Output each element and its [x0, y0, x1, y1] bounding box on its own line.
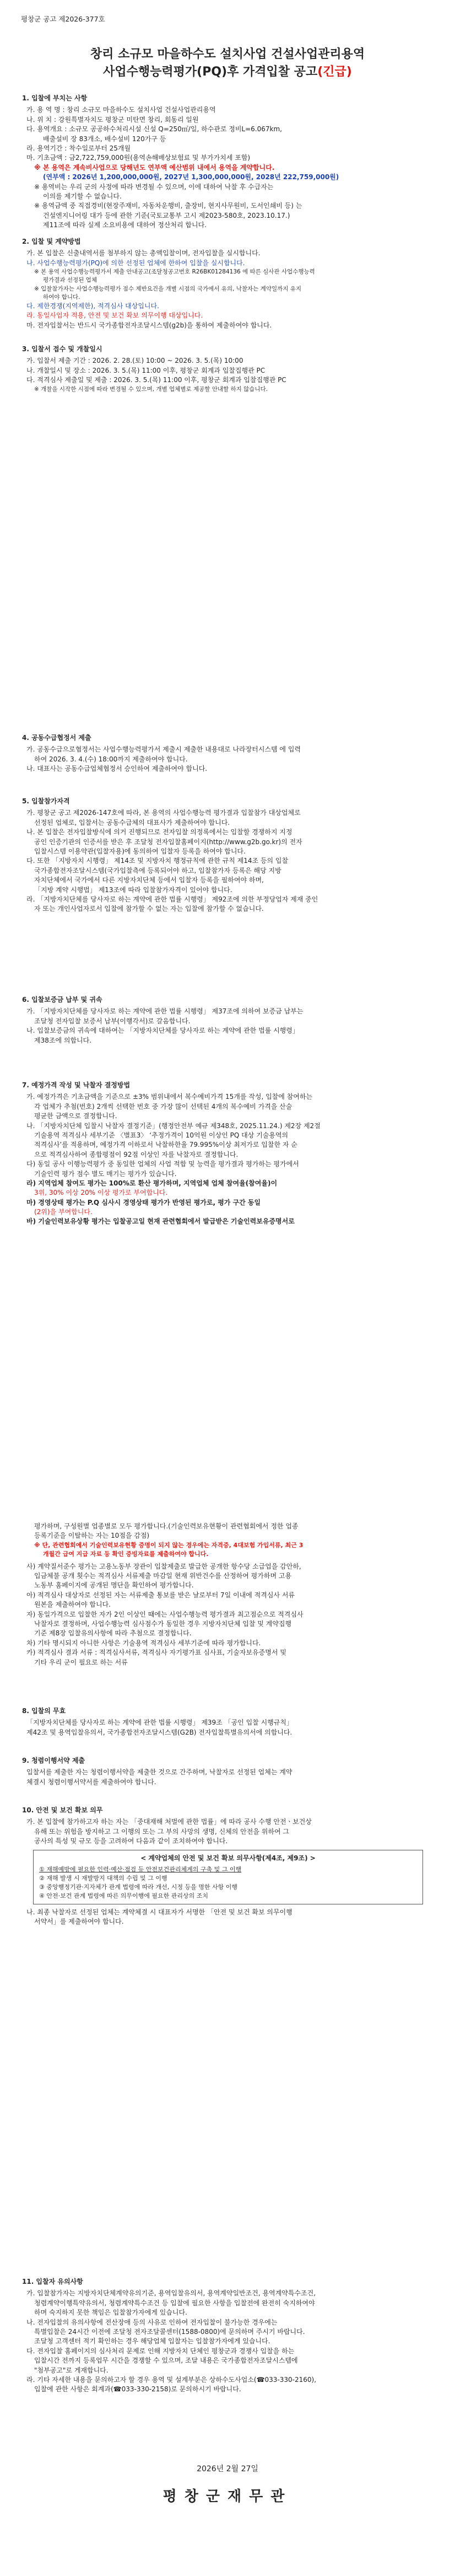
text-line: 평가결과 선정된 업체	[43, 277, 97, 284]
text-line: 가. 「지방자치단체를 당사자로 하는 계약에 관한 법률 시행령」 제37조에 의하여 보증금 납부는	[26, 1007, 304, 1016]
section-1	[22, 94, 434, 230]
text-line: 공사의 특성 및 규모 등을 고려하여 다음과 같이 조치하여야 합니다.	[34, 1837, 228, 1845]
text-line: 입찰에 관한 사항은 회계과(☎033-330-2158)로 문의하시기 바랍니다.	[34, 2385, 241, 2393]
section-3	[22, 345, 434, 394]
notice-title-line2	[0, 63, 455, 81]
text-line: 다. 제한경쟁(지역제한), 적격심사 대상입니다.	[26, 302, 159, 310]
text-line: 청렴계약이행특약유의서, 청렴계약특수조건 등 입찰에 필요한 사항을 입찰전에 완전히 숙지하여야	[34, 2299, 315, 2307]
text-line: 선정된 업체로, 입찰서는 공동수급체의 대표사가 제출하여야 합니다.	[34, 818, 230, 827]
text-line: (연부액 : 2026년 1,200,000,000원, 2027년 1,300,000,000원, 2028년 222,759,000원)	[43, 173, 339, 181]
issuing-agency: 평창군재무관	[162, 2488, 292, 2505]
text-line: 다. 적격심사 제출일 및 제출 : 2026. 3. 5.(목) 11:00 이후, 평창군 회계과 입찰집행관 PC	[26, 376, 286, 384]
box-item: ③ 중앙행정기관·지자체가 관계 법령에 따라 개선, 시정 등을 명한 사항 이행	[39, 1883, 237, 1891]
text-line: 기술인력 평가 점수 별도 매기는 평가가 있습니다.	[34, 1169, 177, 1178]
text-line: ※ 용역비는 우리 군의 사정에 따라 변경될 수 있으며, 이에 대하여 낙찰 후 수급자는	[34, 183, 274, 191]
text-line: 나. 본 입찰은 전자입찰방식에 의거 진행되므로 전자입찰 의정록에서는 입찰할 경쟁하지 지정	[26, 828, 292, 836]
text-line: 평균한 금액으로 결정합니다.	[34, 1112, 117, 1120]
text-line: 원본을 제출하여야 합니다.	[34, 1601, 111, 1609]
text-line: 차) 기타 명시되지 아니한 사항은 기술용역 적격심사 세부기준에 따라 평가합니다.	[26, 1639, 261, 1647]
text-line: 제11조에 따라 실제 소요비용에 대하여 정산처리 합니다.	[43, 221, 207, 229]
text-line: 으로 적격심사하여 종합평점이 92점 이상인 자를 낙찰자로 결정합니다.	[34, 1150, 239, 1158]
safety-obligations-box	[33, 1850, 423, 1904]
text-line: 자 또는 개인사업자로서 입찰에 참가할 수 없는 자는 입찰에 참가할 수 없습니다.	[34, 905, 264, 913]
text-line: 유해 또는 위험을 방지하고 그 이행의 또는 그 부의 사망의 생명, 신체의 안전을 위하여 그	[34, 1827, 289, 1836]
text-line: 나. 사업수행능력평가(PQ)에 의한 선정된 업체에 한하여 입찰을 실시합니다.	[26, 259, 245, 267]
text-line: 건설엔지니어링 대가 등에 관한 기준(국토교통부 고시 제2023-580호, 2023.10.17.)	[43, 211, 290, 219]
text-line: 라. 동일사업자 적용, 안전 및 보건 확보 의무이행 대상입니다.	[26, 312, 203, 320]
text-line: 이의를 제기할 수 없습니다.	[43, 192, 122, 200]
section-5	[22, 797, 434, 914]
text-line: (2위)을 부여합니다.	[34, 1208, 93, 1216]
text-line: ※ 단, 관련협회에서 기술인력보유현황 증명이 되지 않는 경우에는 자격증, 4대보험 가입서류, 최근 3	[34, 1541, 304, 1549]
text-line: 서약서」를 제출하여야 합니다.	[34, 1918, 124, 1926]
text-line: ※ 개찰을 시작한 시점에 따라 변경될 수 있으며, 개별 업체별로 제공할 안내할 하지 않습니다.	[34, 385, 268, 393]
text-line: 나. 최종 낙찰자로 선정된 업체는 계약체결 시 대표자가 서명한 「안전 및 보건 확보 의무이행	[26, 1908, 292, 1916]
section-heading: 6. 입찰보증금 납부 및 귀속	[22, 996, 102, 1003]
text-line: 마. 전자입찰서는 반드시 국가종합전자조달시스템(g2b)을 통하여 제출하여야 합니다.	[26, 321, 272, 329]
text-line: "첨부공고"로 게재합니다.	[34, 2366, 109, 2374]
text-line: 기타 우리 군이 필요로 하는 서류	[34, 1658, 128, 1666]
text-line: 국가종합전자조달시스템(국가입찰측에 등록되어야 하고, 입찰참가자 등록은 해당 지방	[34, 866, 281, 874]
box-item: ② 재해 발생 시 재발방지 대책의 수립 및 그 이행	[39, 1874, 167, 1882]
urgent-badge: (긴급)	[317, 65, 352, 79]
text-line: 다. 전자입찰 홈페이지의 심사처리 문제로 인해 지방자치 단체인 평창군과 경쟁사 입찰을 하는	[26, 2347, 295, 2355]
text-line: 가. 본 입찰에 참가하고자 하는 자는 「중대재해 처벌에 관한 법률」에 따라 공사 수행 안전ㆍ보건상	[26, 1818, 312, 1826]
text-line: 공인 인증기관의 인증서를 받은 후 조달청 전자입찰홈페이지(http://www.g2b.go.kr)의 전자	[34, 838, 302, 846]
text-line: 평가하며, 구성원별 업종별로 모두 평가합니다.(기술인력보유현황이 관련협회에서 정한 업종	[34, 1522, 299, 1530]
text-line: ※ 본 용역 사업수행능력평가서 제출 안내공고(조달청공고번호 R26BK01284136 에 따른 심사관 사업수행능력	[34, 269, 315, 276]
section-4	[22, 733, 434, 774]
section-heading: 10. 안전 및 보건 확보 의무	[22, 1806, 103, 1814]
text-line: ※ 입찰참가자는 사업수행능력평가 점수 제반요건을 개별 시점의 국가에서 유의, 낙찰자는 계약일까지 유지	[34, 285, 301, 292]
text-line: 입찰서를 제출한 자는 청렴이행서약을 제출한 것으로 간주하며, 낙찰자로 선정된 업체는 계약	[26, 1768, 292, 1777]
text-line: 적격심사’를 적용하며, 예정가격 이하로서 낙찰하한율 79.995%이상 최저가로 입찰한 자 순	[34, 1141, 297, 1149]
section-9	[22, 1756, 434, 1787]
section-heading: 8. 입찰의 무효	[22, 1707, 66, 1715]
text-line: 바) 기술인력보유상황 평가는 입찰공고일 현재 관련협회에서 발급받은 기술인력보유증명서로	[26, 1217, 295, 1226]
text-line: 가. 예정가격은 기초금액을 기준으로 ±3% 범위내에서 복수예비가격 15개를 작성, 입찰에 참여하는	[26, 1093, 313, 1101]
box-item: ① 재해예방에 필요한 인력·예산·점검 등 안전보건관리체계의 구축 및 그 이행	[39, 1865, 242, 1873]
text-line: 가. 용 역 명 : 창리 소규모 마을하수도 설치사업 건설사업관리용역	[26, 106, 216, 114]
text-line: 라. 용역기간 : 착수일로부터 25개월	[26, 144, 131, 152]
section-10	[22, 1806, 434, 1926]
text-line: 하여야 합니다.	[43, 293, 80, 300]
text-line: 자) 동일가격으로 입찰한 자가 2인 이상인 때에는 사업수행능력 평가결과 최고점순으로 적격심사	[26, 1610, 304, 1618]
text-line: 가. 공동수급으로협정서는 사업수행능력평가서 제출시 제출한 내용대로 나라장터시스템 에 입력	[26, 745, 301, 754]
text-line: 다) 동일 공사 이행능력평가 중 동일한 업체의 사업 적합 및 능력을 평가결과 평가하는 평가에서	[26, 1160, 299, 1168]
text-line: 노동부 홈페이지에 공개된 명단을 확인하여 평가합니다.	[34, 1581, 194, 1590]
text-line: 나. 대표사는 공동수급업체협정서 승인하여 제출하여야 합니다.	[26, 765, 208, 773]
section-6	[22, 995, 434, 1045]
section-heading: 5. 입찰참가자격	[22, 797, 70, 805]
text-line: 가. 본 입찰은 신출내역서를 첨부하지 않는 총액입찰이며, 전자입찰을 실시합니다.	[26, 249, 261, 257]
box-title: < 계약업체의 안전 및 보건 확보 의무사항(제4조, 제9조) >	[140, 1854, 316, 1862]
text-line: 「지방자치단체를 당사자로 하는 계약에 관한 법률 시행령」 제39조 「공인 입찰 시행규칙」	[26, 1719, 293, 1727]
section-7-continued	[22, 1522, 434, 1667]
section-heading: 4. 공동수급협정서 제출	[22, 734, 91, 742]
text-line: 나. 「지방자치단체 입찰시 낙찰자 결정기준」(행정안전부 예규 제348호, 2025.11.24.) 제2장 제2절	[26, 1121, 321, 1130]
text-line: 마. 기초금액 : 금2,722,759,000원(용역손해배상보험료 및 부가가치세 포함)	[26, 154, 251, 162]
text-line: 하며 숙지하지 못한 책임은 입찰참가자에게 있습니다.	[34, 2309, 187, 2317]
text-line: 다. 용역개요 : 소규모 공공하수처리시설 신설 Q=250㎥/일, 하수관로 정비L=6.067km,	[26, 125, 282, 133]
section-2	[22, 237, 434, 330]
text-line: 라. 기타 자세한 내용을 문의하고자 할 경우 용역 및 설계부분은 상하수도사업소(☎033-330-2160),	[26, 2375, 317, 2384]
text-line: 제42조 및 용역입찰유의서, 국가종합전자조달시스템(G2B) 전자입찰특별유의서에 의합니다.	[26, 1728, 292, 1736]
text-line: 입금체불 공개 횟수는 적격심사 서류제출 마감일 현재 위반건수를 산정하여 평가하며 고용	[34, 1572, 292, 1580]
text-line: 입찰시간 전까지 등록업무 시간을 경쟁할 수 있으며, 조달 내용은 국가종합전자조달시스템에	[34, 2357, 298, 2365]
section-heading: 9. 청렴이행서약 제출	[22, 1757, 85, 1764]
text-line: 낙찰자로 결정하며, 사업수행능력 심사점수가 동일한 경우 지방자치단체 입찰 및 계약집행	[34, 1620, 292, 1628]
text-line: 카) 적격심사 결과 서류 : 적격심사서류, 적격심사 자기평가표 심사표, 기술자보유증명서 및	[26, 1649, 286, 1657]
text-line: 자치단체에서 국가에서 다른 지방자치단체 등에서 입찰자 등록을 필하여야 하며,	[34, 876, 264, 884]
text-line: 등록기준을 이탈하는 자는 10점을 감점)	[34, 1532, 150, 1540]
notice-date: 2026년 2월 27일	[197, 2465, 258, 2473]
section-heading: 1. 입찰에 부치는 사항	[22, 94, 88, 102]
section-8	[22, 1706, 434, 1737]
section-7	[22, 1081, 434, 1227]
text-line: ※ 용역금액 중 직접경비(현장주재비, 자동차운행비, 출장비, 현지사무원비, 도서인쇄비 등) 는	[34, 202, 302, 210]
section-heading: 2. 입찰 및 계약방법	[22, 238, 81, 245]
text-line: 가. 입찰서 제출 기간 : 2026. 2. 28.(토) 10:00 ~ 2026. 3. 5.(목) 10:00	[26, 357, 243, 365]
text-line: 제38조에 의합니다.	[34, 1036, 92, 1044]
text-line: ※ 본 용역은 계속비사업으로 당해년도 연부액 예산범위 내에서 용역을 계약합니다.	[34, 163, 275, 171]
text-line: 조달청 전자입찰 보증서 납부(이행각서)로 갈음합니다.	[34, 1017, 191, 1025]
text-line: 다. 또한 「지방자치 시행령」 제14조 및 지방자치 행정규칙에 관한 규칙 제14조 등의 입찰	[26, 857, 289, 865]
text-line: 특별입찰은 24시간 이전에 조달청 전자조달콜센터(1588-0800)에 문의하며 주시기 바랍니다.	[34, 2327, 305, 2336]
section-heading: 11. 입찰자 유의사항	[22, 2278, 83, 2285]
text-line: 기술용역 적격심사 세부기준 〈별표3〉 ‘추정가격이 10억원 이상인 PQ 대상 기술용역의	[34, 1131, 289, 1139]
notice-title-line1: 창리 소규모 마을하수도 설치사업 건설사업관리용역	[90, 47, 365, 61]
text-line: 사) 계약질서준수 평가는 고용노동부 장관이 입찰제출로 발급한 공개한 항수당 소급업을 감안하,	[26, 1562, 301, 1570]
text-line: 각 업체가 추첨(번호) 2개씩 선택한 번호 중 가장 많이 선택된 4개의 복수예비 가격을 산술	[34, 1102, 292, 1110]
text-line: 나. 입찰보증금의 귀속에 대하여는 「지방자치단체를 당사자로 하는 계약에 관한 법률 시행령」	[26, 1027, 299, 1035]
text-line: 체결시 청렴이행서약서를 제출하여야 합니다.	[26, 1778, 156, 1786]
text-line: 배출설비 장 83개소, 배수설비 120가구 등	[43, 135, 166, 143]
box-item: ④ 안전·보건 관계 법령에 따른 의무이행에 필요한 관리상의 조치	[39, 1892, 208, 1899]
text-line: 기준 제8장 입찰유의사항에 따라 추첨으로 결정합니다.	[34, 1629, 192, 1638]
text-line: 나. 위 치 : 강원특별자치도 평창군 미탄면 창리, 회동리 일원	[26, 115, 199, 124]
section-11	[22, 2277, 434, 2395]
text-line: 입찰시스템 이용약관(입찰자용)에 동의하여 입찰자 등록을 하여야 합니다.	[34, 847, 246, 855]
text-line: 3위, 30% 이상 20% 이상 평가로 부여합니다.	[34, 1189, 168, 1197]
text-line: 아) 적격심사 대상자로 선정된 자는 서류제출 통보를 받은 날로부터 7일 이내에 적격심사 서류	[26, 1591, 295, 1599]
text-line: 라. 「지방자치단체를 당사자로 하는 계약에 관한 법률 시행령」 제92조에 의한 부정당업자 제재 중인	[26, 895, 318, 903]
text-line: 라) 지역업체 참여도 평가는 100%로 환산 평가하며, 지역업체 업체 참여율(참여율)이	[26, 1179, 278, 1187]
text-line: 하여 2026. 3. 4.(수) 18:00까지 제출하여야 합니다.	[34, 755, 188, 763]
text-line: 개월간 급여 지급 자료 등 확인 증빙자료를 제출하여야 합니다.	[43, 1550, 209, 1558]
text-line: 가. 평창군 공고 제2026-147호에 따라, 본 용역의 사업수행능력 평가결과 입찰참가 대상업체로	[26, 809, 301, 817]
text-line: 조달청 고객센터 적기 확인하는 경우 해당업체 입찰자는 입찰참가자에게 있습니다.	[34, 2337, 270, 2346]
section-heading: 7. 예정가격 작성 및 낙찰자 결정방법	[22, 1081, 131, 1089]
text-line: 마) 경영상태 평가는 P.Q 심사시 경영상태 평가가 반영된 평가로, 평가 구간 동일	[26, 1198, 261, 1206]
section-heading: 3. 입찰서 접수 및 개찰일시	[22, 345, 102, 353]
text-line: 나. 전자입찰의 유의사항에 전산장애 등의 사유로 인하여 전자입찰이 불가능한 경우에는	[26, 2318, 278, 2326]
notice-number: 평창군 공고 제2026-377호	[21, 15, 105, 23]
text-line: 가. 입찰참가자는 지방자치단체계약유의기준, 용역입찰유의서, 용역계약일반조건, 용역계약특수조건,	[26, 2289, 316, 2298]
text-line: 나. 개찰일시 및 장소 : 2026. 3. 5.(목) 11:00 이후, 평창군 회계과 입찰집행관 PC	[26, 366, 266, 374]
notice-title-main: 사업수행능력평가(PQ)후 가격입찰 공고	[103, 65, 318, 79]
text-line: 「지방 계약 시행법」 제13조에 따라 입찰참가자격이 있어야 합니다.	[34, 886, 232, 894]
